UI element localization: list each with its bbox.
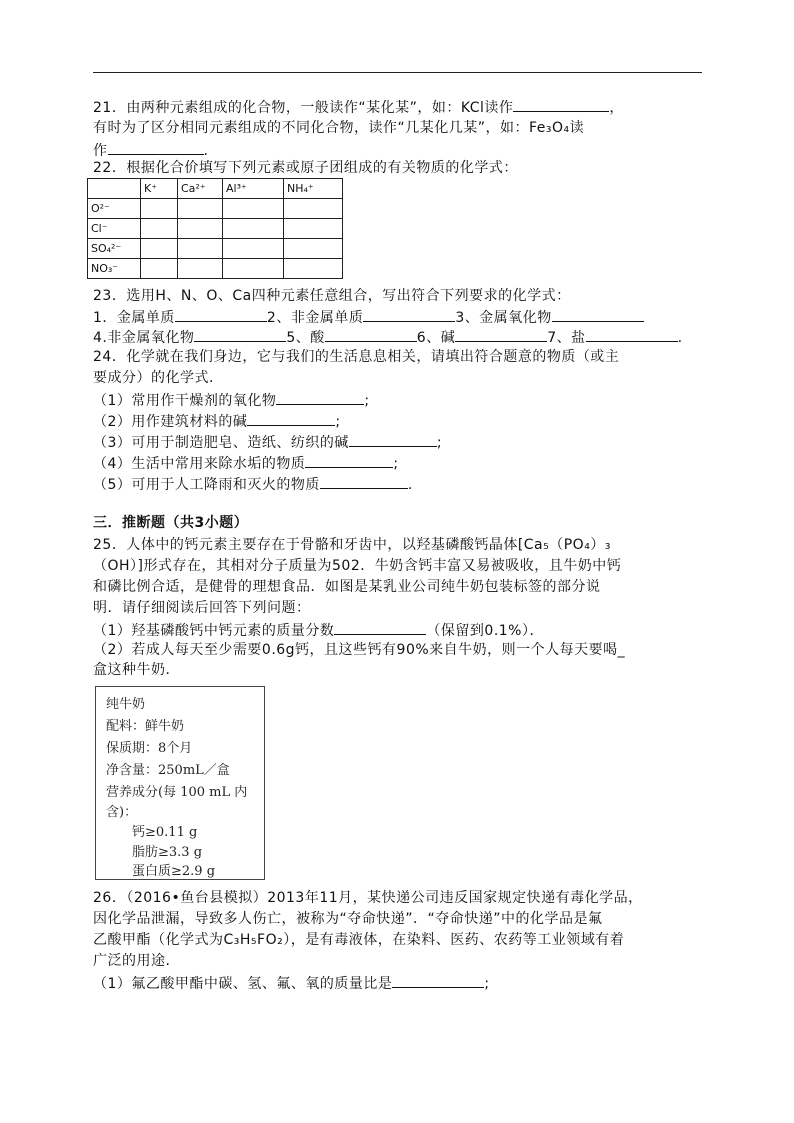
q26-line1: 26．（2016•鱼台县模拟）2013年11月，某快递公司违反国家规定快递有毒化学品， [93, 890, 643, 906]
table-cell[interactable] [284, 199, 343, 219]
table-cell[interactable] [223, 199, 284, 219]
q23-item-4: 4.非金属氧化物 [93, 330, 195, 346]
semicolon: ; [484, 976, 490, 992]
table-cell[interactable] [178, 199, 223, 219]
q25-part1-note: （保留到0.1%）． [426, 623, 544, 639]
q25-line2: （OH）]形式存在，其相对分子质量为502．牛奶含钙丰富又易被吸收，且牛奶中钙 [93, 558, 622, 574]
q24-blank-4[interactable] [305, 454, 393, 468]
q25-part1-text: （1）羟基磷酸钙中钙元素的质量分数 [93, 623, 335, 639]
q23-line2 [93, 328, 683, 346]
q24-item-text: （3）可用于制造肥皂、造纸、纺织的碱 [93, 435, 349, 451]
q21-comma: ， [609, 100, 624, 116]
q24-item-text: （5）可用于人工降雨和灭火的物质 [93, 477, 320, 493]
q24-line2: 要成分）的化学式． [93, 370, 224, 386]
q25-line3: 和磷比例合适，是健骨的理想食品．如图是某乳业公司纯牛奶包装标签的部分说 [93, 579, 601, 595]
q23-line1 [93, 308, 644, 326]
col-header: K⁺ [141, 179, 178, 199]
q24-item-text: （4）生活中常用来除水垢的物质 [93, 456, 306, 472]
label-net-content: 净含量：250mL／盒 [106, 763, 230, 778]
q24-blank-5[interactable] [320, 475, 408, 489]
table-cell[interactable] [141, 219, 178, 239]
q25-line1: 25．人体中的钙元素主要存在于骨骼和牙齿中，以羟基磷酸钙晶体[Ca₅（PO₄）₃ [93, 537, 611, 553]
q23-blank-6[interactable] [455, 328, 547, 342]
q21-text-2: 作 [93, 143, 108, 159]
period: . [407, 477, 413, 493]
q23-item-5: 5、酸 [286, 330, 325, 346]
q26-part1-text: （1）氟乙酸甲酯中碳、氢、氟、氧的质量比是 [93, 976, 393, 992]
table-cell[interactable] [178, 219, 223, 239]
row-header: Cl⁻ [88, 219, 141, 239]
q23-blank-3[interactable] [552, 308, 644, 322]
q21-blank-1[interactable] [513, 98, 609, 112]
table-cell[interactable] [178, 259, 223, 279]
label-nutrition: 营养成分(每 100 mL 内 [106, 785, 248, 800]
q23-blank-4[interactable] [194, 328, 286, 342]
table-cell[interactable] [284, 259, 343, 279]
semicolon: ; [393, 456, 399, 472]
label-title: 纯牛奶 [106, 697, 146, 712]
table-cell[interactable] [141, 239, 178, 259]
q24-blank-1[interactable] [276, 391, 364, 405]
q26-line2: 因化学品泄漏，导致多人伤亡，被称为“夺命快递”．“夺命快递”中的化学品是氟 [93, 911, 603, 927]
col-header: NH₄⁺ [284, 179, 343, 199]
section-heading: 三．推断题（共3小题） [93, 515, 249, 531]
q24-item-1 [93, 391, 370, 409]
q25-blank-1[interactable] [334, 621, 426, 635]
q25-part1 [93, 621, 544, 639]
q23-blank-7[interactable] [586, 328, 678, 342]
q23-blank-2[interactable] [363, 308, 455, 322]
q23-blank-5[interactable] [325, 328, 417, 342]
q23-item-6: 6、碱 [416, 330, 456, 346]
table-cell[interactable] [178, 239, 223, 259]
semicolon: ; [364, 393, 370, 409]
semicolon: ; [436, 435, 443, 451]
q23-item-1: 1．金属单质 [93, 310, 175, 326]
semicolon: ; [335, 414, 341, 430]
q25-part2: （2）若成人每天至少需要0.6g钙，且这些钙有90%来自牛奶，则一个人每天要喝_ [93, 642, 626, 658]
q23-item-2: 2、非金属单质 [266, 310, 364, 326]
label-ingredients: 配料：鲜牛奶 [106, 719, 185, 734]
q23-item-3: 3、金属氧化物 [455, 310, 552, 326]
q24-item-text: （1）常用作干燥剂的氧化物 [93, 393, 277, 409]
table-cell[interactable] [223, 219, 284, 239]
q26-part1 [93, 974, 490, 992]
q23-period: . [677, 330, 683, 346]
table-cell[interactable] [284, 219, 343, 239]
q24-item-text: （2）用作建筑材料的碱 [93, 414, 248, 430]
q21-line3 [93, 141, 208, 159]
table-cell[interactable] [141, 199, 178, 219]
q23-text: 23．选用H、N、O、Ca四种元素任意组合，写出符合下列要求的化学式： [93, 288, 571, 304]
milk-label [95, 686, 265, 880]
q26-line4: 广泛的用途． [93, 953, 180, 969]
q24-line1: 24．化学就在我们身边，它与我们的生活息息相关，请填出符合题意的物质（或主 [93, 349, 620, 365]
table-cell[interactable] [141, 259, 178, 279]
q21-line2: 有时为了区分相同元素组成的不同化合物，读作“几某化几某”，如：Fe₃O₄读 [93, 120, 585, 136]
q26-line3: 乙酸甲酯（化学式为C₃H₅FO₂），是有毒液体，在染料、医药、农药等工业领域有着 [93, 932, 625, 948]
q24-item-5 [93, 475, 413, 493]
q25-part2-cont: 盒这种牛奶． [93, 662, 180, 678]
q24-item-2 [93, 412, 341, 430]
row-header: NO₃⁻ [88, 259, 141, 279]
q21-blank-2[interactable] [108, 141, 204, 155]
table-cell[interactable] [223, 239, 284, 259]
table-cell[interactable] [284, 239, 343, 259]
row-header: SO₄²⁻ [88, 239, 141, 259]
label-fat: 脂肪≥3.3 g [132, 845, 203, 860]
label-shelf-life: 保质期：8个月 [106, 741, 193, 756]
row-header: O²⁻ [88, 199, 141, 219]
q24-blank-2[interactable] [247, 412, 335, 426]
q26-blank-1[interactable] [392, 974, 484, 988]
label-nutrition-cont: 含)： [106, 805, 138, 820]
label-protein: 蛋白质≥2.9 g [132, 864, 216, 879]
q24-item-3 [93, 433, 442, 451]
q23-blank-1[interactable] [175, 308, 267, 322]
q21-text: 21．由两种元素组成的化合物，一般读作“某化某”，如：KCl读作 [93, 100, 514, 116]
q23-item-7: 7、盐 [547, 330, 586, 346]
q25-line4: 明．请仔细阅读后回答下列问题： [93, 600, 311, 616]
label-calcium: 钙≥0.11 g [132, 825, 198, 840]
q21-line1 [93, 98, 624, 116]
valence-table [87, 178, 343, 279]
q22-text: 22．根据化合价填写下列元素或原子团组成的有关物质的化学式： [93, 160, 518, 176]
q21-period: . [203, 143, 209, 159]
col-header: Al³⁺ [223, 179, 284, 199]
table-corner [88, 179, 141, 199]
col-header: Ca²⁺ [178, 179, 223, 199]
table-cell[interactable] [223, 259, 284, 279]
header-rule [93, 72, 702, 73]
q24-item-4 [93, 454, 399, 472]
q24-blank-3[interactable] [349, 433, 437, 447]
